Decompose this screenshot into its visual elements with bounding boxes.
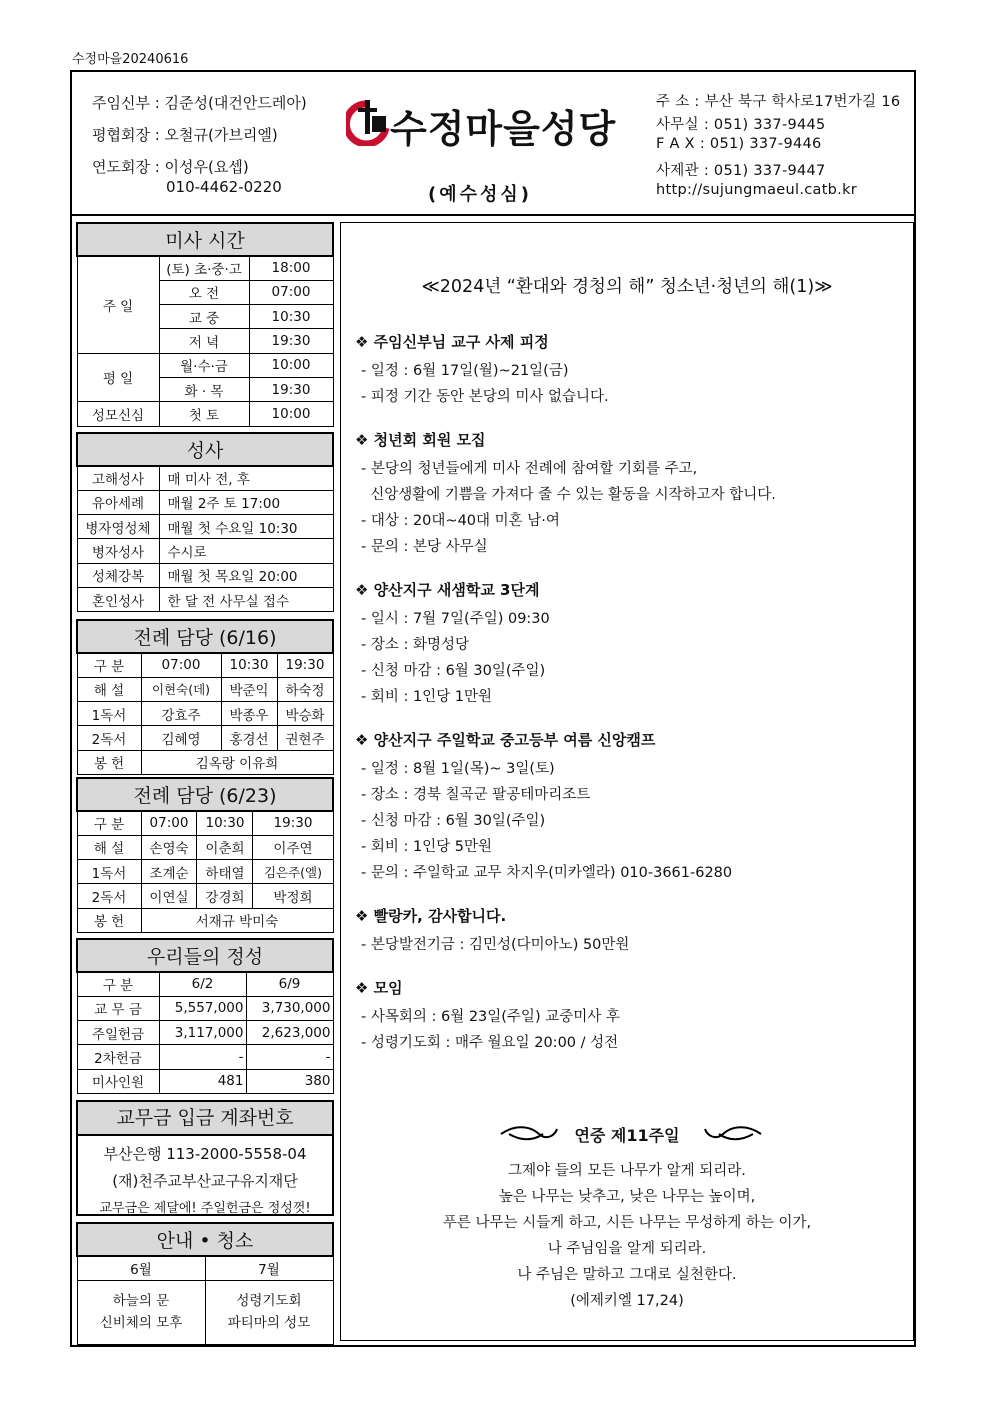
holy-label: 성모신심 <box>77 402 159 426</box>
parish-name: 수정마을성당 <box>390 107 617 151</box>
weekday-label: 평 일 <box>77 353 159 402</box>
mass-time: 10:30 <box>249 305 333 329</box>
liturgy-cell: 하숙정 <box>277 677 333 701</box>
notice-heading: ❖ 양산지구 주일학교 중고등부 여름 신앙캠프 <box>355 731 656 749</box>
mass-time: 10:00 <box>249 353 333 377</box>
bulletin-frame <box>70 70 916 1347</box>
mass-title: 미사 시간 <box>77 223 333 256</box>
cleaning-group: 하늘의 문 신비체의 모후 <box>77 1280 205 1344</box>
notice-line: - 일정 : 8월 1일(목)~ 3일(토) <box>361 761 555 777</box>
address: 주 소 : 부산 북구 학사로17번가길 16 <box>656 94 901 110</box>
liturgy-head: 구 분 <box>77 653 141 677</box>
liturgy-head: 10:30 <box>197 811 253 835</box>
right-ornament-icon <box>703 1123 763 1145</box>
liturgy-head: 19:30 <box>277 653 333 677</box>
liturgy-role: 해 설 <box>77 677 141 701</box>
sacrament-value: 한 달 전 사무실 접수 <box>159 587 333 611</box>
liturgy-head: 07:00 <box>141 811 197 835</box>
notice-line: - 일시 : 7월 7일(주일) 09:30 <box>361 611 550 627</box>
liturgy-cell: 이춘희 <box>197 835 253 859</box>
liturgy-title: 전례 담당 (6/23) <box>77 778 333 811</box>
verse-line: 푸른 나무는 시들게 하고, 시든 나무는 무성하게 하는 이가, <box>442 1215 812 1231</box>
notice-line: - 장소 : 화명성당 <box>361 637 469 653</box>
mass-time: 07:00 <box>249 280 333 304</box>
fax: F A X : 051) 337-9446 <box>656 136 822 152</box>
mass-name: 오 전 <box>159 280 249 304</box>
offering-value: 481 <box>159 1069 246 1093</box>
notice-heading: ❖ 양산지구 새샘학교 3단계 <box>355 581 540 599</box>
liturgy-role: 해 설 <box>77 835 141 859</box>
sacrament-name: 혼인성사 <box>77 587 159 611</box>
notice-title: ≪2024년 “환대와 경청의 해” 청소년·청년의 해(1)≫ <box>421 277 833 297</box>
liturgy-cell: 권현주 <box>277 726 333 750</box>
liturgy-role: 1독서 <box>77 860 141 884</box>
liturgy-cell: 박종우 <box>221 702 277 726</box>
liturgy-head: 구 분 <box>77 811 141 835</box>
sacrament-name: 병자영성체 <box>77 515 159 539</box>
chair-phone: 010-4462-0220 <box>166 178 282 196</box>
notice-line: - 대상 : 20대~40대 미혼 남·여 <box>361 513 560 529</box>
offering-value: 5,557,000 <box>159 996 246 1020</box>
notice-line: - 일정 : 6월 17일(월)~21일(금) <box>361 363 569 379</box>
sacrament-name: 성체강복 <box>77 563 159 587</box>
verse-line: 그제야 들의 모든 나무가 알게 되리라. <box>508 1163 746 1179</box>
notice-heading: ❖ 주임신부님 교구 사제 피정 <box>355 333 549 351</box>
sunday-label: 주 일 <box>77 256 159 353</box>
cleaning-table <box>76 1222 334 1345</box>
verse-reference: (에제키엘 17,24) <box>570 1293 684 1309</box>
offering-head: 6/2 <box>159 972 246 996</box>
liturgy-cell: 강경희 <box>197 884 253 908</box>
notice-line: 신앙생활에 기쁨을 가져다 줄 수 있는 활동을 시작하고자 합니다. <box>361 487 776 503</box>
mass-time: 19:30 <box>249 377 333 401</box>
cleaning-month: 7월 <box>205 1256 333 1280</box>
liturgy-cell: 홍경선 <box>221 726 277 750</box>
liturgy-role: 봉 헌 <box>77 908 141 932</box>
mass-time: 18:00 <box>249 256 333 280</box>
liturgy-cell: 박정희 <box>253 884 333 908</box>
liturgy-cell: 조계순 <box>141 860 197 884</box>
liturgy-table-0623 <box>76 777 334 933</box>
mass-time: 19:30 <box>249 329 333 353</box>
offering-label: 2차헌금 <box>77 1045 159 1069</box>
mass-name: 첫 토 <box>159 402 249 426</box>
account-box <box>76 1100 334 1216</box>
mass-name: (토) 초·중·고 <box>159 256 249 280</box>
mass-name: 저 녁 <box>159 329 249 353</box>
mass-name: 교 중 <box>159 305 249 329</box>
liturgy-role: 1독서 <box>77 702 141 726</box>
liturgy-cell: 이현숙(데) <box>141 677 221 701</box>
cleaning-group: 성령기도회 파티마의 성모 <box>205 1280 333 1344</box>
notice-panel <box>340 222 914 1341</box>
offering-label: 교 무 금 <box>77 996 159 1020</box>
sacrament-value: 매월 2주 토 17:00 <box>159 490 333 514</box>
offering-value: 380 <box>246 1069 333 1093</box>
notice-line: - 회비 : 1인당 5만원 <box>361 839 493 855</box>
liturgy-cell: 김은주(엘) <box>253 860 333 884</box>
notice-heading: ❖ 빨랑카, 감사합니다. <box>355 907 507 925</box>
mass-name: 화 · 목 <box>159 377 249 401</box>
offering-value: - <box>246 1045 333 1069</box>
notice-heading: ❖ 모임 <box>355 979 403 997</box>
verse-line: 높은 나무는 낮추고, 낮은 나무는 높이며, <box>498 1189 756 1205</box>
liturgy-offer: 김옥랑 이유희 <box>141 750 333 774</box>
notice-line: - 피정 기간 동안 본당의 미사 없습니다. <box>361 389 609 405</box>
notice-line: - 신청 마감 : 6월 30일(주일) <box>361 813 546 829</box>
cleaning-month: 6월 <box>77 1256 205 1280</box>
liturgy-table-0616 <box>76 619 334 775</box>
notice-line: - 문의 : 본당 사무실 <box>361 539 488 555</box>
cleaning-title: 안내 • 청소 <box>77 1223 333 1256</box>
account-title: 교무금 입금 계좌번호 <box>78 1102 332 1136</box>
verse-line: 나 주님임을 알게 되리라. <box>547 1241 707 1257</box>
church-logo-icon <box>346 98 390 146</box>
liturgy-offer: 서재규 박미숙 <box>141 908 333 932</box>
liturgy-cell: 김혜영 <box>141 726 221 750</box>
chair-info: 연도회장 : 이성우(요셉) <box>92 158 249 176</box>
document-id: 수정마을20240616 <box>72 52 189 67</box>
rectory-phone: 사제관 : 051) 337-9447 <box>656 163 826 179</box>
mass-time: 10:00 <box>249 402 333 426</box>
notice-line: - 사목회의 : 6월 23일(주일) 교중미사 후 <box>361 1009 620 1025</box>
offering-label: 주일헌금 <box>77 1021 159 1045</box>
liturgy-cell: 강효주 <box>141 702 221 726</box>
offering-value: 3,117,000 <box>159 1021 246 1045</box>
mass-table <box>76 222 334 427</box>
offering-value: 2,623,000 <box>246 1021 333 1045</box>
verse-line: 나 주님은 말하고 그대로 실천한다. <box>517 1267 737 1283</box>
notice-line: - 본당발전기금 : 김민성(다미아노) 50만원 <box>361 937 630 953</box>
offering-value: 3,730,000 <box>246 996 333 1020</box>
offering-value: - <box>159 1045 246 1069</box>
sacrament-value: 매월 첫 목요일 20:00 <box>159 563 333 587</box>
liturgy-title: 전례 담당 (6/16) <box>77 620 333 653</box>
offering-head: 6/9 <box>246 972 333 996</box>
liturgy-cell: 이연실 <box>141 884 197 908</box>
offerings-title: 우리들의 정성 <box>77 939 333 972</box>
sacrament-name: 유아세례 <box>77 490 159 514</box>
liturgy-role: 2독서 <box>77 884 141 908</box>
liturgy-cell: 하태열 <box>197 860 253 884</box>
sacrament-value: 매월 첫 수요일 10:30 <box>159 515 333 539</box>
notice-line: - 장소 : 경북 칠곡군 팔공테마리조트 <box>361 787 591 803</box>
sacrament-name: 고해성사 <box>77 466 159 490</box>
notice-line: - 회비 : 1인당 1만원 <box>361 689 493 705</box>
liturgy-role: 봉 헌 <box>77 750 141 774</box>
header <box>72 72 914 216</box>
offering-label: 미사인원 <box>77 1069 159 1093</box>
notice-line: - 본당의 청년들에게 미사 전례에 참여할 기회를 주고, <box>361 461 698 477</box>
notice-line: - 신청 마감 : 6월 30일(주일) <box>361 663 546 679</box>
liturgy-head: 19:30 <box>253 811 333 835</box>
liturgy-head: 10:30 <box>221 653 277 677</box>
offering-head: 구 분 <box>77 972 159 996</box>
liturgy-head: 07:00 <box>141 653 221 677</box>
liturgy-cell: 이주연 <box>253 835 333 859</box>
council-info: 평협회장 : 오철규(가브리엘) <box>92 126 278 144</box>
notice-heading: ❖ 청년회 회원 모집 <box>355 431 486 449</box>
offerings-table <box>76 938 334 1094</box>
office-phone: 사무실 : 051) 337-9445 <box>656 117 826 133</box>
sacrament-name: 병자성사 <box>77 539 159 563</box>
mass-name: 월·수·금 <box>159 353 249 377</box>
liturgy-cell: 박승화 <box>277 702 333 726</box>
sacrament-value: 수시로 <box>159 539 333 563</box>
sacraments-table <box>76 432 334 612</box>
sacrament-value: 매 미사 전, 후 <box>159 466 333 490</box>
liturgy-role: 2독서 <box>77 726 141 750</box>
pastor-info: 주임신부 : 김준성(대건안드레아) <box>92 94 307 112</box>
liturgy-cell: 박준익 <box>221 677 277 701</box>
sacraments-title: 성사 <box>77 433 333 466</box>
account-number: 부산은행 113-2000-5558-04 <box>103 1145 307 1163</box>
account-note: 교무금은 제달에! 주일헌금은 정성껏! <box>99 1201 311 1216</box>
feast-subtitle: (예수성심) <box>428 184 533 205</box>
scripture-title: 연중 제11주일 <box>574 1126 680 1145</box>
notice-line: - 성령기도회 : 매주 월요일 20:00 / 성전 <box>361 1035 619 1051</box>
notice-line: - 문의 : 주일학교 교무 차지우(미카엘라) 010-3661-6280 <box>361 865 733 881</box>
account-holder: (재)천주교부산교구유지재단 <box>112 1172 298 1190</box>
website-link[interactable]: http://sujungmaeul.catb.kr <box>656 182 858 198</box>
liturgy-cell: 손영숙 <box>141 835 197 859</box>
